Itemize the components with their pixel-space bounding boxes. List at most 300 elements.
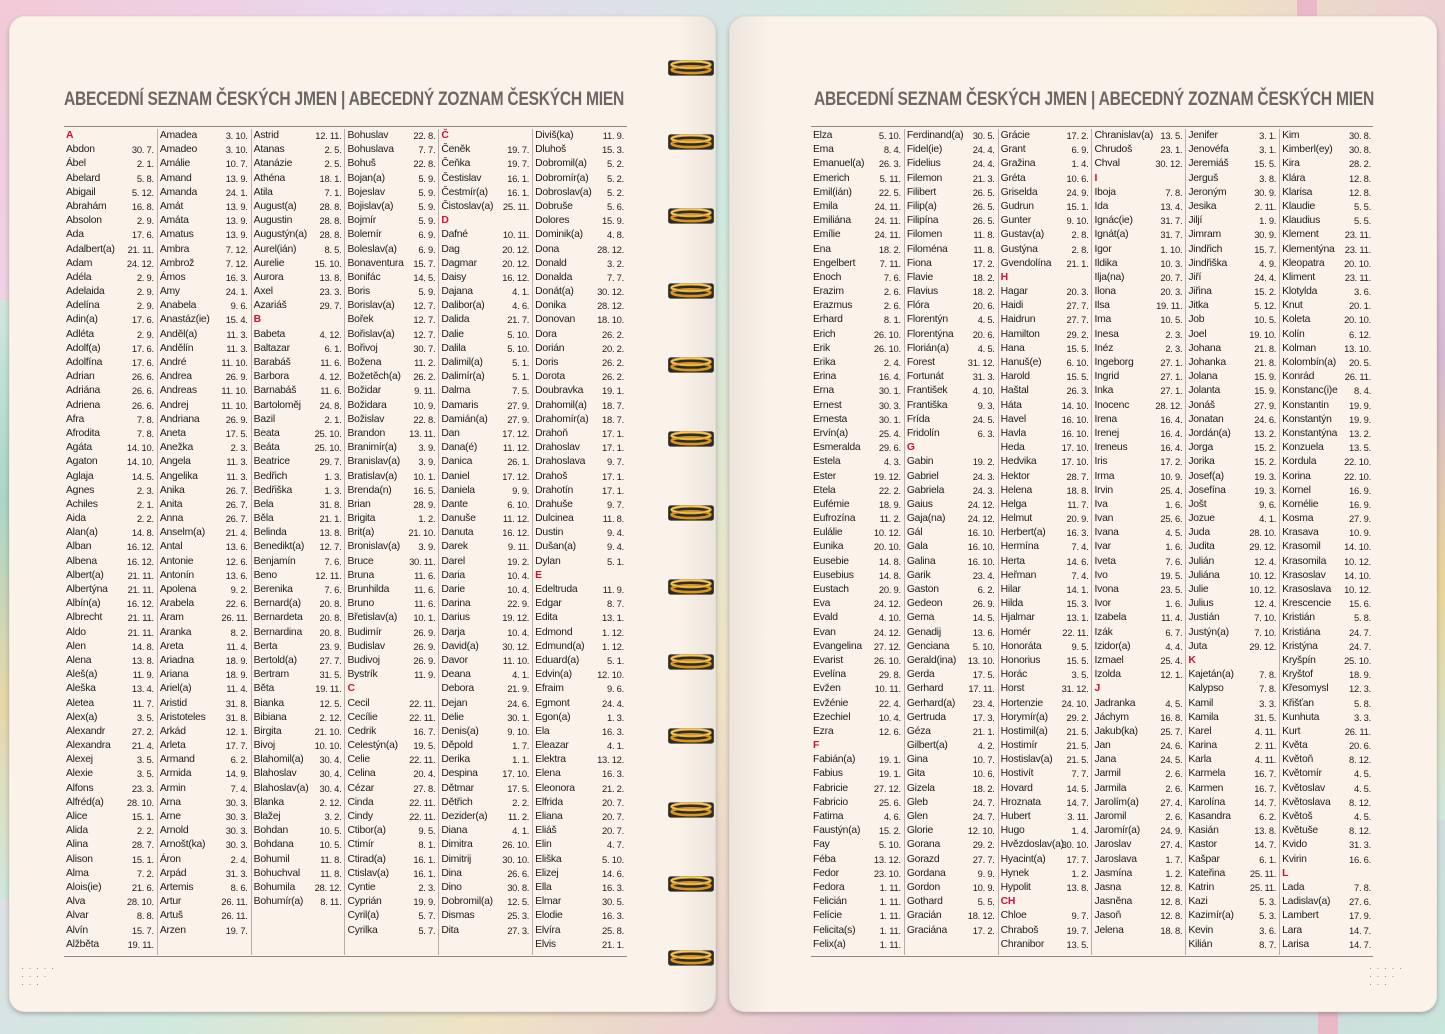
name-entry (905, 796, 998, 810)
name-day-date: 12. 8. (1349, 172, 1371, 184)
name-label: Ema (813, 144, 834, 156)
name-label: Bořislav(a) (347, 328, 395, 340)
name-label: Hubert (1000, 811, 1031, 822)
name-day-date: 14. 9. (225, 768, 248, 780)
name-day-date: 17. 2. (972, 257, 995, 269)
name-entry (1280, 484, 1374, 498)
section-letter (1093, 172, 1186, 186)
name-entry (533, 540, 627, 554)
name-label: Jaroslava (1094, 853, 1137, 865)
name-label: Hyacint(a) (1000, 853, 1046, 865)
name-label: Jaromír(a) (1094, 825, 1140, 837)
name-day-date: 4. 1. (512, 825, 530, 837)
name-day-date: 24. 1. (225, 286, 248, 298)
name-day-date: 16. 10. (967, 527, 995, 539)
name-label: Háta (1000, 399, 1022, 411)
name-entry (533, 626, 627, 640)
name-day-date: 22. 8. (413, 130, 436, 141)
name-entry (1186, 413, 1279, 427)
name-entry (811, 668, 904, 682)
name-label: Cyril(a) (347, 910, 379, 922)
name-label: Donika (535, 300, 567, 312)
name-label: Afra (66, 413, 85, 425)
name-label: Ada (66, 229, 84, 241)
name-day-date: 26. 9. (225, 371, 248, 383)
name-entry (158, 838, 251, 852)
name-entry (533, 129, 627, 143)
name-label: Andriana (159, 413, 200, 425)
name-day-date: 9. 6. (606, 683, 624, 695)
name-entry (1093, 824, 1186, 838)
name-label: Ivana (1094, 527, 1119, 539)
name-day-date: 11. 2. (507, 811, 530, 822)
name-day-date: 24. 5. (972, 413, 995, 425)
name-label: Agáta (66, 442, 92, 454)
name-label: Ivona (1094, 584, 1119, 595)
name-label: Juda (1188, 527, 1210, 539)
name-day-date: 5. 1. (512, 357, 530, 368)
name-entry (1186, 441, 1279, 455)
name-day-date: 27. 9. (1254, 399, 1277, 411)
name-entry (1280, 753, 1374, 767)
name-day-date: 9. 5. (418, 825, 436, 837)
name-label: Daisy (441, 271, 467, 283)
name-entry (64, 313, 157, 327)
name-entry (252, 895, 345, 909)
name-label: Athéna (253, 172, 286, 184)
name-entry (811, 824, 904, 838)
name-label: Horst (1000, 683, 1025, 695)
name-entry (158, 470, 251, 484)
name-entry (64, 881, 157, 895)
name-entry (1093, 455, 1186, 469)
name-entry (1280, 767, 1374, 781)
name-day-date: 31. 3. (972, 371, 995, 383)
name-entry (1280, 328, 1374, 342)
name-label: Doubravka (535, 385, 584, 397)
name-label: Budislav (347, 640, 385, 652)
name-entry (439, 640, 532, 654)
name-entry (1186, 313, 1279, 327)
name-label: Izolda (1094, 669, 1121, 681)
name-entry (533, 143, 627, 157)
name-label: Filomen (906, 229, 943, 241)
name-entry (999, 569, 1092, 583)
name-entry (346, 299, 439, 313)
name-day-date: 10. 9. (413, 399, 436, 411)
name-entry (439, 172, 532, 186)
name-day-date: 9. 7. (1071, 910, 1089, 922)
name-day-date: 12. 5. (319, 697, 342, 709)
name-entry (905, 243, 998, 257)
name-entry (811, 540, 904, 554)
name-label: Dimitrij (441, 853, 472, 865)
name-entry (252, 711, 345, 725)
name-day-date: 7. 8. (136, 427, 154, 439)
name-entry (1186, 881, 1279, 895)
name-label: Etela (813, 484, 836, 496)
name-entry (252, 640, 345, 654)
name-entry (999, 214, 1092, 228)
name-label: Klarisa (1282, 186, 1313, 198)
name-day-date: 5. 9. (418, 286, 436, 298)
name-entry (64, 157, 157, 171)
name-label: Albert(a) (66, 569, 104, 581)
name-entry (1280, 569, 1374, 583)
name-day-date: 19. 3. (1254, 484, 1277, 496)
name-entry (252, 526, 345, 540)
section-letter (346, 682, 439, 696)
name-day-date: 21. 3. (972, 172, 995, 184)
name-day-date: 4. 6. (883, 811, 901, 822)
name-entry (346, 611, 439, 625)
name-day-date: 11. 3. (226, 342, 248, 354)
name-label: Donát(a) (535, 286, 574, 298)
name-label: Dalibor(a) (441, 300, 485, 312)
name-column (439, 129, 533, 955)
name-day-date: 27. 1. (1160, 371, 1183, 383)
name-label: Justián (1188, 612, 1220, 624)
name-day-date: 10. 11. (874, 683, 901, 695)
name-day-date: 21. 1. (602, 938, 624, 950)
name-day-date: 19. 9. (1349, 399, 1371, 411)
name-day-date: 10. 7. (225, 158, 248, 170)
name-label: Františka (906, 399, 948, 411)
name-label: Kevin (1188, 924, 1214, 936)
name-label: Edita (535, 612, 558, 624)
name-day-date: 26. 9. (413, 626, 436, 638)
name-label: Kazimír(a) (1188, 910, 1234, 922)
name-entry (1186, 129, 1279, 143)
name-entry (64, 682, 157, 696)
name-day-date: 2. 11. (1254, 740, 1277, 752)
name-entry (533, 711, 627, 725)
name-day-date: 25. 11. (1249, 867, 1277, 879)
name-label: Harold (1000, 371, 1030, 383)
name-day-date: 28. 12. (597, 300, 624, 312)
name-entry (252, 739, 345, 753)
name-day-date: 21. 2. (602, 782, 624, 794)
name-day-date: 16. 7. (1254, 782, 1277, 794)
name-day-date: 24. 10. (1061, 697, 1089, 709)
name-label: Dobromil(a) (441, 896, 493, 908)
name-label: Gaius (906, 498, 933, 510)
name-day-date: 12. 7. (413, 300, 436, 312)
name-entry (1280, 810, 1374, 824)
name-entry (1093, 157, 1186, 171)
name-entry (252, 129, 345, 143)
name-day-date: 13. 12. (597, 754, 624, 766)
name-label: Květoš (1282, 811, 1313, 822)
name-label: Gilbert(a) (906, 740, 948, 752)
name-label: Knut (1282, 300, 1303, 312)
name-entry (999, 682, 1092, 696)
name-label: Horác (1000, 669, 1028, 681)
name-entry (64, 498, 157, 512)
name-label: Hvězdoslav(a) (1000, 839, 1064, 851)
name-label: Arne (159, 811, 181, 822)
name-day-date: 5. 7. (418, 910, 436, 922)
name-entry (533, 157, 627, 171)
name-entry (905, 370, 998, 384)
name-entry (999, 186, 1092, 200)
name-day-date: 10. 3. (1160, 257, 1183, 269)
name-entry (905, 725, 998, 739)
name-day-date: 10. 4. (878, 711, 901, 723)
name-day-date: 14. 8. (878, 569, 901, 581)
name-label: Amadeo (159, 144, 198, 156)
name-entry (999, 838, 1092, 852)
name-day-date: 13. 1. (602, 612, 624, 624)
name-label: Amand (159, 172, 192, 184)
name-label: Alan(a) (66, 527, 98, 539)
name-day-date: 8. 8. (136, 910, 154, 922)
name-entry (533, 370, 627, 384)
name-entry (64, 697, 157, 711)
name-label: Ambrož (159, 257, 195, 269)
name-label: Ildika (1094, 257, 1118, 269)
name-label: Celestýn(a) (347, 740, 398, 752)
name-label: Darina (441, 598, 471, 610)
name-day-date: 2. 1. (136, 498, 154, 510)
name-day-date: 4. 1. (512, 669, 530, 681)
binding-ring-icon (664, 502, 718, 524)
name-day-date: 17. 12. (502, 470, 530, 482)
name-label: Drahomil(a) (535, 399, 587, 411)
name-label: Bohuslava (347, 144, 394, 156)
name-day-date: 17. 12. (502, 427, 530, 439)
name-day-date: 7. 6. (1165, 555, 1183, 567)
name-entry (252, 285, 345, 299)
name-entry (1093, 441, 1186, 455)
name-day-date: 27. 2. (131, 725, 154, 737)
name-day-date: 1. 4. (1071, 158, 1089, 170)
name-entry (252, 470, 345, 484)
name-day-date: 6. 7. (1165, 626, 1183, 638)
name-entry (905, 767, 998, 781)
name-label: Ester (813, 470, 837, 482)
left-page (9, 16, 716, 1012)
name-day-date: 14. 7. (1066, 796, 1089, 808)
name-label: Bonifác (347, 271, 381, 283)
name-label: Anselm(a) (159, 527, 205, 539)
name-day-date: 6. 1. (324, 342, 342, 354)
name-entry (64, 370, 157, 384)
name-entry (811, 356, 904, 370)
name-day-date: 9. 5. (1071, 640, 1089, 652)
name-day-date: 6. 10. (507, 498, 530, 510)
name-day-date: 4. 12. (319, 371, 342, 383)
name-day-date: 18. 9. (225, 654, 248, 666)
name-label: Konrád (1282, 371, 1315, 383)
name-day-date: 2. 4. (883, 357, 901, 368)
name-entry (811, 243, 904, 257)
section-letter (811, 739, 904, 753)
name-day-date: 13. 6. (972, 626, 995, 638)
name-entry (999, 753, 1092, 767)
name-label: Helga (1000, 498, 1027, 510)
name-label: Bibiana (253, 711, 287, 723)
name-day-date: 5. 2. (606, 186, 624, 198)
name-entry (1280, 555, 1374, 569)
name-day-date: 2. 9. (136, 328, 154, 340)
name-entry (1186, 810, 1279, 824)
name-entry (533, 597, 627, 611)
name-label: Ilsa (1094, 300, 1110, 312)
name-day-date: 26. 11. (221, 612, 248, 624)
name-entry (252, 399, 345, 413)
name-day-date: 20. 8. (319, 626, 342, 638)
name-label: Evžen (813, 683, 841, 695)
right-page (729, 16, 1437, 1012)
name-label: Anežka (159, 442, 193, 454)
name-label: Damián(a) (441, 413, 488, 425)
name-entry (811, 611, 904, 625)
name-label: Bertram (253, 669, 289, 681)
name-entry (1186, 356, 1279, 370)
name-label: Gerald(ina) (906, 654, 957, 666)
name-day-date: 31. 3. (225, 867, 248, 879)
name-day-date: 11. 6. (414, 569, 436, 581)
name-day-date: 2. 3. (230, 442, 248, 454)
name-label: Kristián (1282, 612, 1315, 624)
name-label: Alban (66, 541, 92, 553)
name-label: André (159, 357, 187, 368)
name-label: Aleška (66, 683, 96, 695)
name-label: Elena (535, 768, 561, 780)
name-day-date: 20. 2. (602, 342, 624, 354)
name-day-date: 1. 4. (1071, 825, 1089, 837)
name-day-date: 21. 1. (972, 725, 995, 737)
name-entry (1093, 626, 1186, 640)
name-label: Jesika (1188, 200, 1217, 212)
name-entry (905, 143, 998, 157)
name-day-date: 26. 11. (1344, 371, 1371, 383)
name-label: Barbora (253, 371, 289, 383)
name-entry (158, 129, 251, 143)
name-label: Gustýna (1000, 243, 1038, 255)
name-day-date: 23. 1. (1160, 144, 1183, 156)
name-label: Estela (813, 456, 841, 468)
name-entry (252, 455, 345, 469)
name-entry (158, 654, 251, 668)
name-day-date: 4. 12. (319, 328, 342, 340)
name-entry (1280, 697, 1374, 711)
name-entry (64, 271, 157, 285)
name-day-date: 13. 5. (1349, 442, 1371, 454)
name-entry (533, 810, 627, 824)
name-label: Atanas (253, 144, 285, 156)
name-label: Dina (441, 867, 462, 879)
name-entry (439, 370, 532, 384)
name-day-date: 30. 9. (1254, 186, 1277, 198)
name-day-date: 20. 6. (972, 300, 995, 312)
name-day-date: 16. 4. (878, 371, 901, 383)
name-label: Edmund(a) (535, 640, 585, 652)
name-entry (439, 767, 532, 781)
name-entry (1186, 299, 1279, 313)
name-day-date: 29. 2. (1066, 711, 1089, 723)
name-day-date: 2. 3. (136, 484, 154, 496)
name-day-date: 7. 12. (225, 257, 248, 269)
name-entry (64, 186, 157, 200)
name-day-date: 9. 11. (507, 541, 530, 553)
name-day-date: 5. 5. (1353, 200, 1371, 212)
name-label: Diana (441, 825, 468, 837)
section-letter-label: J (1094, 683, 1101, 695)
name-entry (1280, 909, 1374, 923)
name-day-date: 2. 1. (324, 413, 342, 425)
name-entry (346, 796, 439, 810)
name-entry (1186, 838, 1279, 852)
name-entry (1280, 739, 1374, 753)
name-label: Karla (1188, 754, 1212, 766)
name-entry (1093, 257, 1186, 271)
name-entry (1280, 824, 1374, 838)
name-entry (252, 626, 345, 640)
name-day-date: 11. 6. (320, 357, 342, 368)
name-day-date: 5. 10. (878, 130, 901, 141)
name-label: Cecil (347, 697, 370, 709)
name-label: Hovard (1000, 782, 1033, 794)
name-day-date: 12. 7. (413, 328, 436, 340)
name-entry (64, 399, 157, 413)
name-day-date: 16. 3. (225, 271, 248, 283)
name-label: Doris (535, 357, 559, 368)
name-day-date: 18. 9. (878, 498, 901, 510)
name-day-date: 23. 3. (131, 782, 154, 794)
name-label: Jaromil (1094, 811, 1127, 822)
name-label: Jiří (1188, 271, 1202, 283)
name-day-date: 4. 6. (512, 300, 530, 312)
name-entry (1186, 512, 1279, 526)
name-day-date: 8. 5. (324, 243, 342, 255)
name-entry (999, 824, 1092, 838)
name-entry (158, 413, 251, 427)
name-day-date: 23. 5. (1160, 584, 1183, 595)
name-entry (64, 455, 157, 469)
name-entry (346, 725, 439, 739)
name-label: Aneta (159, 427, 186, 439)
name-label: Dejan (441, 697, 468, 709)
name-entry (1186, 228, 1279, 242)
name-day-date: 12. 10. (597, 669, 624, 681)
name-entry (811, 455, 904, 469)
name-day-date: 2. 1. (136, 158, 154, 170)
name-entry (905, 569, 998, 583)
name-entry (1186, 697, 1279, 711)
name-entry (905, 924, 998, 938)
name-label: Dobromil(a) (535, 158, 587, 170)
name-entry (999, 796, 1092, 810)
name-entry (1186, 867, 1279, 881)
name-label: Dominik(a) (535, 229, 583, 241)
name-column (1093, 129, 1187, 955)
name-entry (252, 782, 345, 796)
name-entry (811, 342, 904, 356)
name-label: Brenda(n) (347, 484, 392, 496)
name-day-date: 21. 11. (127, 626, 154, 638)
name-day-date: 13. 12. (873, 853, 901, 865)
name-day-date: 1. 10. (1160, 243, 1183, 255)
name-label: Larisa (1282, 938, 1309, 950)
name-label: Danica (441, 456, 473, 468)
name-entry (439, 455, 532, 469)
name-day-date: 20. 10. (1344, 257, 1371, 269)
name-day-date: 16. 4. (1160, 442, 1183, 454)
name-day-date: 5. 12. (131, 186, 154, 198)
name-day-date: 4. 11. (1254, 754, 1277, 766)
